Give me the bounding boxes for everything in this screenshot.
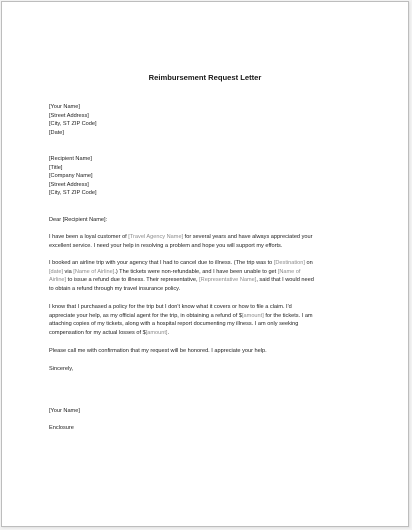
placeholder-travel-agency: [Travel Agency Name] — [128, 234, 184, 240]
placeholder-airline: [Name of Airline] — [73, 268, 115, 275]
paragraph-1: I have been a loyal customer of [Travel Agency Name] for several years and have always appreciated your excellent service. I need your help in resolving a problem and hope you will support my efforts. — [49, 234, 313, 249]
recipient-city: [City, ST ZIP Code] — [49, 190, 97, 197]
sender-address-block — [49, 103, 365, 137]
recipient-company: [Company Name] — [49, 173, 93, 180]
recipient-street: [Street Address] — [49, 181, 89, 188]
letter-date: [Date] — [49, 129, 64, 136]
signature-name: [Your Name] — [49, 408, 80, 414]
paragraph-3: I know that I purchased a policy for the trip but I don't know what it covers or how to file a claim. I'd appreciate your help, as my official agent for the trip, in obtaining a refund of $[amount] for the tickets. I am attaching copies of my tickets, along with a hospital report documenting my illness. I am only seeking compensation for my actual losses of $[amount]. — [49, 304, 313, 336]
placeholder-amount: [amount] — [242, 312, 264, 319]
paragraph-2: I booked an airline trip with your agency that I had to cancel due to illness. (The trip was to [Destination] on [date] via [Name of Airline].) The tickets were non-refundable, and I have been unable to get [Name of Airline] to issue a refund due to illness. Their representative, [Representative Name], said that I would need to obtain a refund through my travel insurance policy. — [49, 260, 314, 292]
placeholder-amount-2: [amount] — [145, 329, 168, 336]
recipient-title: [Title] — [49, 164, 63, 171]
paragraph-4: Please call me with confirmation that my request will be honored. I appreciate your help. — [49, 348, 267, 354]
recipient-name: [Recipient Name] — [49, 156, 92, 162]
salutation: Dear [Recipient Name]: — [49, 217, 108, 223]
sender-name: [Your Name] — [49, 104, 80, 110]
closing: Sincerely, — [49, 366, 74, 372]
sender-street: [Street Address] — [49, 112, 89, 119]
recipient-address-block — [49, 155, 365, 198]
placeholder-date: [date] — [49, 268, 63, 275]
placeholder-representative: [Representative Name] — [199, 277, 257, 284]
sender-city: [City, ST ZIP Code] — [49, 121, 97, 128]
letter-title: Reimbursement Request Letter — [148, 73, 262, 82]
document-page — [1, 1, 409, 527]
placeholder-airline-cont: Airline] — [49, 277, 67, 284]
enclosure-note: Enclosure — [49, 425, 74, 431]
placeholder-destination: [Destination] — [273, 260, 305, 266]
